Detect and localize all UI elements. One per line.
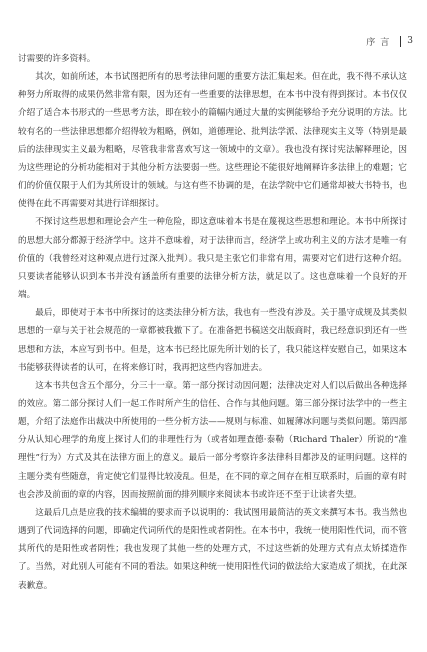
page-number: 3 — [407, 36, 413, 46]
paragraph: 最后，即使对于本书中所探讨的这类法律分析方法，我也有一些没有涉及。关于墨守成规及其类似思想的一章与关于社会规范的一章都被我撤下了。在准备把书稿送交出版商时，我已经意识到还有一些思想和方法，本应写到书中。但是，这本书已经比原先所计划的长了，我只能这样安慰自己，如果这本书能够获得读者的认可，在将来修订时，我再把这些内容加进去。 — [18, 308, 407, 373]
paragraph: 其次，如前所述，本书试图把所有的思考法律问题的重要方法汇集起来。但在此，我不得不承认这种努力所取得的成果仍然非常有限，因为还有一些重要的法律思想，在本书中没有得到探讨。本书仅仅介绍了适合本书形式的一些思考方法，即在较小的篇幅内通过大量的实例能够给予充分说明的方法。比较有名的一些法律思想都介绍得较为粗略，例如，道德理论、批判法学派、法律现实主义等（特别是最后的法律现实主义最为粗略，尽管我非常喜欢写这一领域中的文章）。我也没有探讨宪法解释理论，因为这些理论的分析功能相对于其他分析方法要弱一些。这些理论不能很好地阐释许多法律上的难题；它们的价值仅限于人们为其所设计的领域。与这有些不协调的是，在法学院中它们通常却被大书特书，也使得在此不再需要对其进行详细探讨。 — [18, 72, 407, 210]
paragraph: 这最后几点是应我的技术编辑的要求而予以说明的：我试图用最简洁的英文来撰写本书。我当然也遇到了代词选择的问题，即确定代词所代的是阳性或者阴性。在本书中，我统一使用阳性代词，而不管其所代的是阳性或者阴性；我也发现了其他一些的处理方式，不过这些新的处理方式有点太矫揉造作了。当然，对此别人可能有不同的看法。如果这种统一使用阳性代词的做法给大家造成了烦扰，在此深表歉意。 — [18, 507, 407, 591]
paragraph: 不探讨这些思想和理论会产生一种危险，即这意味着本书是在蔑视这些思想和理论。本书中所探讨的思想大部分都源于经济学中。这并不意味着，对于法律而言，经济学上或功利主义的方法才是唯一有价值的（我曾经对这种观点进行过深入批判）。我只是主张它们非常有用，需要对它们进行这种介绍。只要读者能够认识到本书并没有涵盖所有重要的法律分析方法，就足以了。这也意味着一个良好的开端。 — [18, 217, 407, 301]
paragraph: 这本书共包含五个部分，分三十一章。第一部分探讨动因问题；法律决定对人们以后做出各种选择的效应。第二部分探讨人们一起工作时所产生的信任、合作与其他问题。第三部分探讨法学中的一些主题，介绍了法庭作出裁决中所使用的一些分析方法——规则与标准、如履薄冰问题与类似问题。第四部分从认知心理学的角度上探讨人们的非理性行为（或者如理查德·泰勒（Richard Thaler）所说的“准理性”行为）方式及其在法律方面上的意义。最后一部分考察许多法律科目都涉及的证明问题。这样的主题分类有些随意，肯定使它们显得比较凌乱。但是，在不同的章之间存在相互联系时，后面的章有时也会涉及前面的章的内容，因而按照前面的排列顺序来阅读本书或许还不至于让读者失望。 — [18, 380, 407, 500]
body-text — [18, 50, 407, 595]
paragraph: 讨需要的许多资料。 — [18, 54, 96, 64]
running-header — [366, 34, 413, 48]
header-divider — [400, 36, 401, 47]
running-header-title: 序言 — [366, 37, 395, 48]
